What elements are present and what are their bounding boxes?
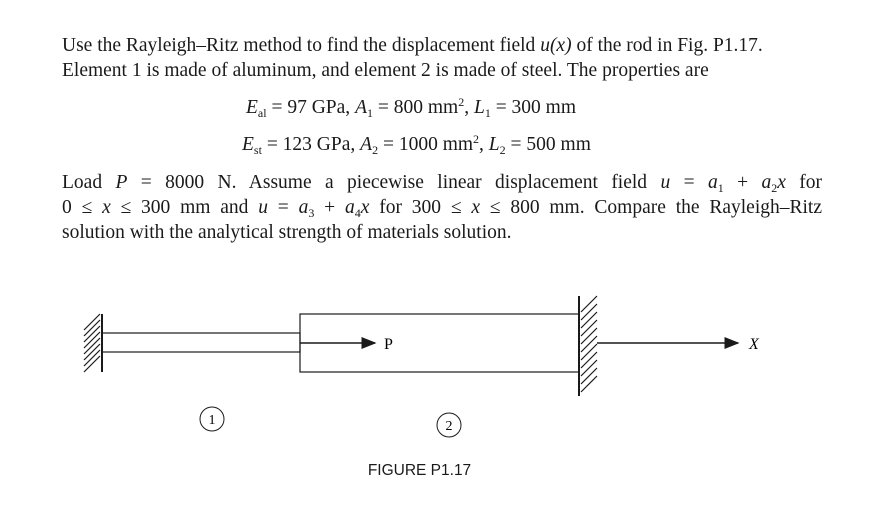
load-label: P [384, 336, 393, 353]
equation-aluminum: $E_{al} = 97$ GPa, $A_1 = 800$ $mm^2$, $L_1 = 300$ mm [246, 95, 577, 120]
equation-steel: $E_{st} = 123$ GPa, $A_2 = 1000$ $mm^2$, $L_2 = 500$ mm [242, 132, 591, 157]
right-wall-support [579, 296, 597, 396]
element-1-bar [102, 333, 300, 352]
svg-text:1: 1 [208, 413, 216, 428]
load-line-1: Load P = 8000 N. Assume a piecewise linear displacement field $u = a_1 + a_2x$ for [62, 172, 822, 195]
element-2-marker [437, 413, 461, 437]
figure-caption: FIGURE P1.17 [367, 462, 472, 479]
load-line-3: solution with the analytical strength of materials solution. [62, 222, 512, 243]
x-axis-label: X [749, 336, 759, 353]
left-wall-support [84, 314, 102, 372]
intro-line-2: Element 1 is made of aluminum, and element 2 is made of steel. The properties are [62, 60, 709, 81]
svg-text:2: 2 [445, 419, 453, 434]
element-1-marker [200, 407, 224, 431]
intro-line-1: Use the Rayleigh–Ritz method to find the displacement field u(x) of the rod in Fig. P1.17. [62, 35, 763, 56]
load-line-2: 0 ≤ x ≤ 300 mm and $u = a_3 + a_4x$ for 300 ≤ x ≤ 800 mm. Compare the Rayleigh–Ritz [62, 197, 822, 220]
